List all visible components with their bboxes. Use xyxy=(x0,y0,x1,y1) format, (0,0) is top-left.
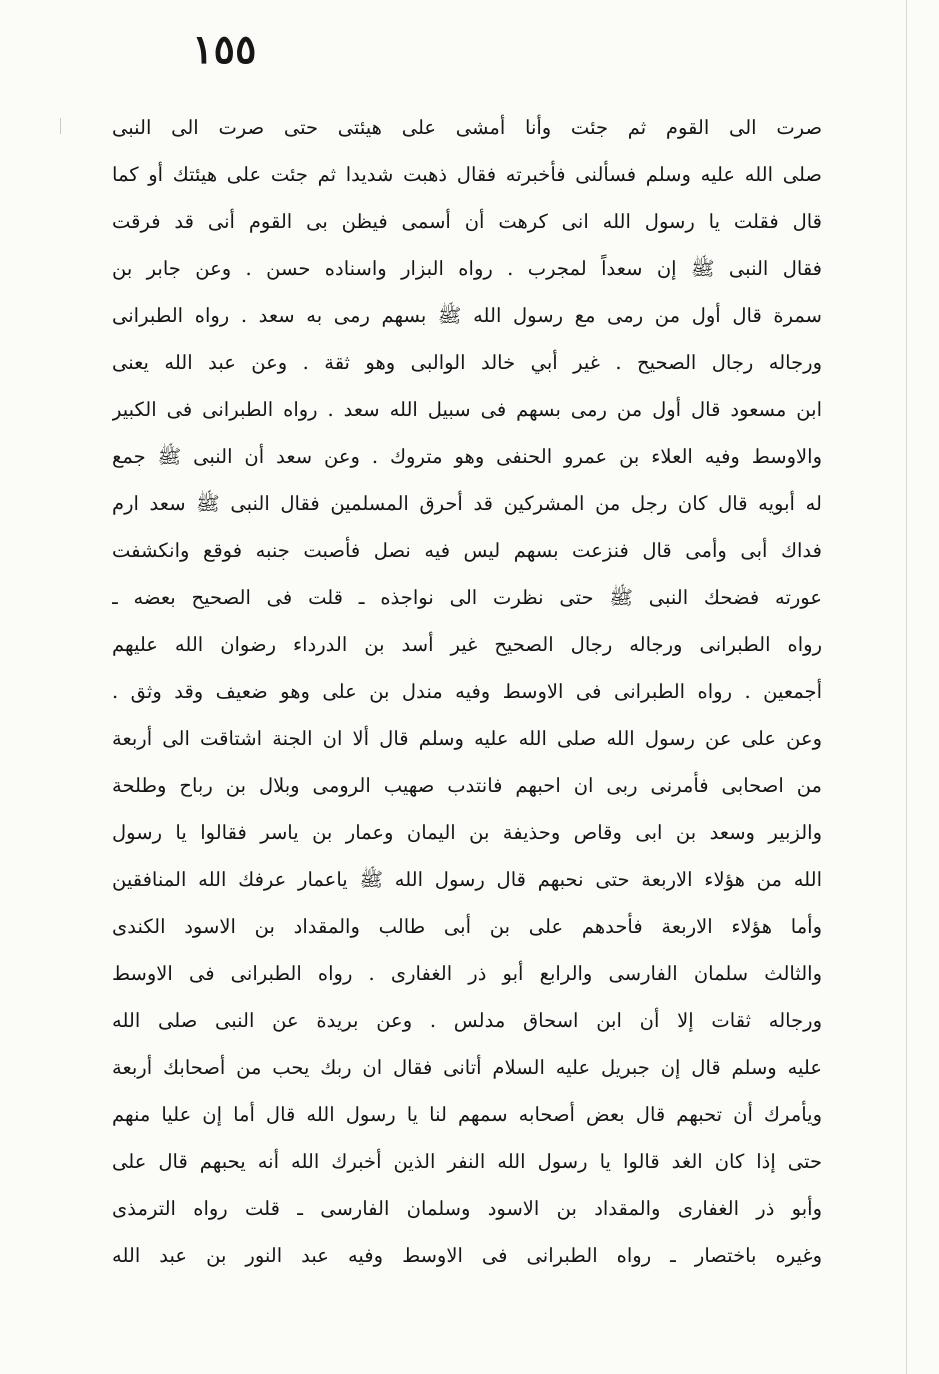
margin-mark xyxy=(60,118,61,134)
text-line: وأما هؤلاء الاربعة فأحدهم على بن أبى طالب والمقداد بن الاسود الكندى xyxy=(112,915,822,938)
text-line: عورته فضحك النبى ﷺ حتى نظرت الى نواجذه ـ قلت فى الصحيح بعضه ـ xyxy=(112,586,822,609)
text-line: الله من هؤلاء الاربعة حتى نحبهم قال رسول الله ﷺ ياعمار عرفك الله المنافقين xyxy=(112,868,822,891)
text-line: ورجاله ثقات إلا أن ابن اسحاق مدلس . وعن بريدة عن النبى صلى الله xyxy=(112,1009,822,1032)
text-line: فداك أبى وأمى قال فنزعت بسهم ليس فيه نصل فأصبت جنبه فوقع وانكشفت xyxy=(112,539,822,562)
text-line: له أبويه قال كان رجل من المشركين قد أحرق المسلمين فقال النبى ﷺ سعد ارم xyxy=(112,492,822,515)
page-number: ١٥٥ xyxy=(192,26,257,73)
text-line: من اصحابى فأمرنى ربى ان احبهم فانتدب صهيب الرومى وبلال بن رباح وطلحة xyxy=(112,774,822,797)
text-line: وأبو ذر الغفارى والمقداد بن الاسود وسلمان الفارسى ـ قلت رواه الترمذى xyxy=(112,1197,822,1220)
text-line: فقال النبى ﷺ إن سعداً لمجرب . رواه البزار واسناده حسن . وعن جابر بن xyxy=(112,257,822,280)
text-line: عليه وسلم قال إن جبريل عليه السلام أتانى فقال ان ربك يحب من أصحابك أربعة xyxy=(112,1056,822,1079)
text-line: قال فقلت يا رسول الله انى كرهت أن أسمى فيظن بى القوم أنى قد فرقت xyxy=(112,210,822,233)
text-line: رواه الطبرانى ورجاله رجال الصحيح غير أسد بن الدرداء رضوان الله عليهم xyxy=(112,633,822,656)
text-line: وغيره باختصار ـ رواه الطبرانى فى الاوسط وفيه عبد النور بن عبد الله xyxy=(112,1244,822,1267)
text-line: ابن مسعود قال أول من رمى بسهم فى سبيل الله سعد . رواه الطبرانى فى الكبير xyxy=(112,398,822,421)
text-line: ويأمرك أن تحبهم قال بعض أصحابه سمهم لنا يا رسول الله قال أما إن عليا منهم xyxy=(112,1103,822,1126)
text-line: صرت الى القوم ثم جئت وأنا أمشى على هيئتى حتى صرت الى النبى xyxy=(112,116,822,139)
text-line: أجمعين . رواه الطبرانى فى الاوسط وفيه مندل بن على وهو ضعيف وقد وثق . xyxy=(112,680,822,703)
page-edge-line xyxy=(906,0,907,1374)
arabic-text-body xyxy=(112,104,822,1279)
text-line: صلى الله عليه وسلم فسألنى فأخبرته فقال ذهبت شديدا ثم جئت على هيئتك أو كما xyxy=(112,163,822,186)
text-line: وعن على عن رسول الله صلى الله عليه وسلم قال ألا ان الجنة اشتاقت الى أربعة xyxy=(112,727,822,750)
text-line: حتى إذا كان الغد قالوا يا رسول الله النفر الذين أخبرك الله أنه يحبهم قال على xyxy=(112,1150,822,1173)
text-line: والزبير وسعد بن ابى وقاص وحذيفة بن اليمان وعمار بن ياسر فقالوا يا رسول xyxy=(112,821,822,844)
text-line: والاوسط وفيه العلاء بن عمرو الحنفى وهو متروك . وعن سعد أن النبى ﷺ جمع xyxy=(112,445,822,468)
text-line: ورجاله رجال الصحيح . غير أبي خالد الوالبى وهو ثقة . وعن عبد الله يعنى xyxy=(112,351,822,374)
text-line: سمرة قال أول من رمى مع رسول الله ﷺ بسهم رمى به سعد . رواه الطبرانى xyxy=(112,304,822,327)
text-line: والثالث سلمان الفارسى والرابع أبو ذر الغفارى . رواه الطبرانى فى الاوسط xyxy=(112,962,822,985)
